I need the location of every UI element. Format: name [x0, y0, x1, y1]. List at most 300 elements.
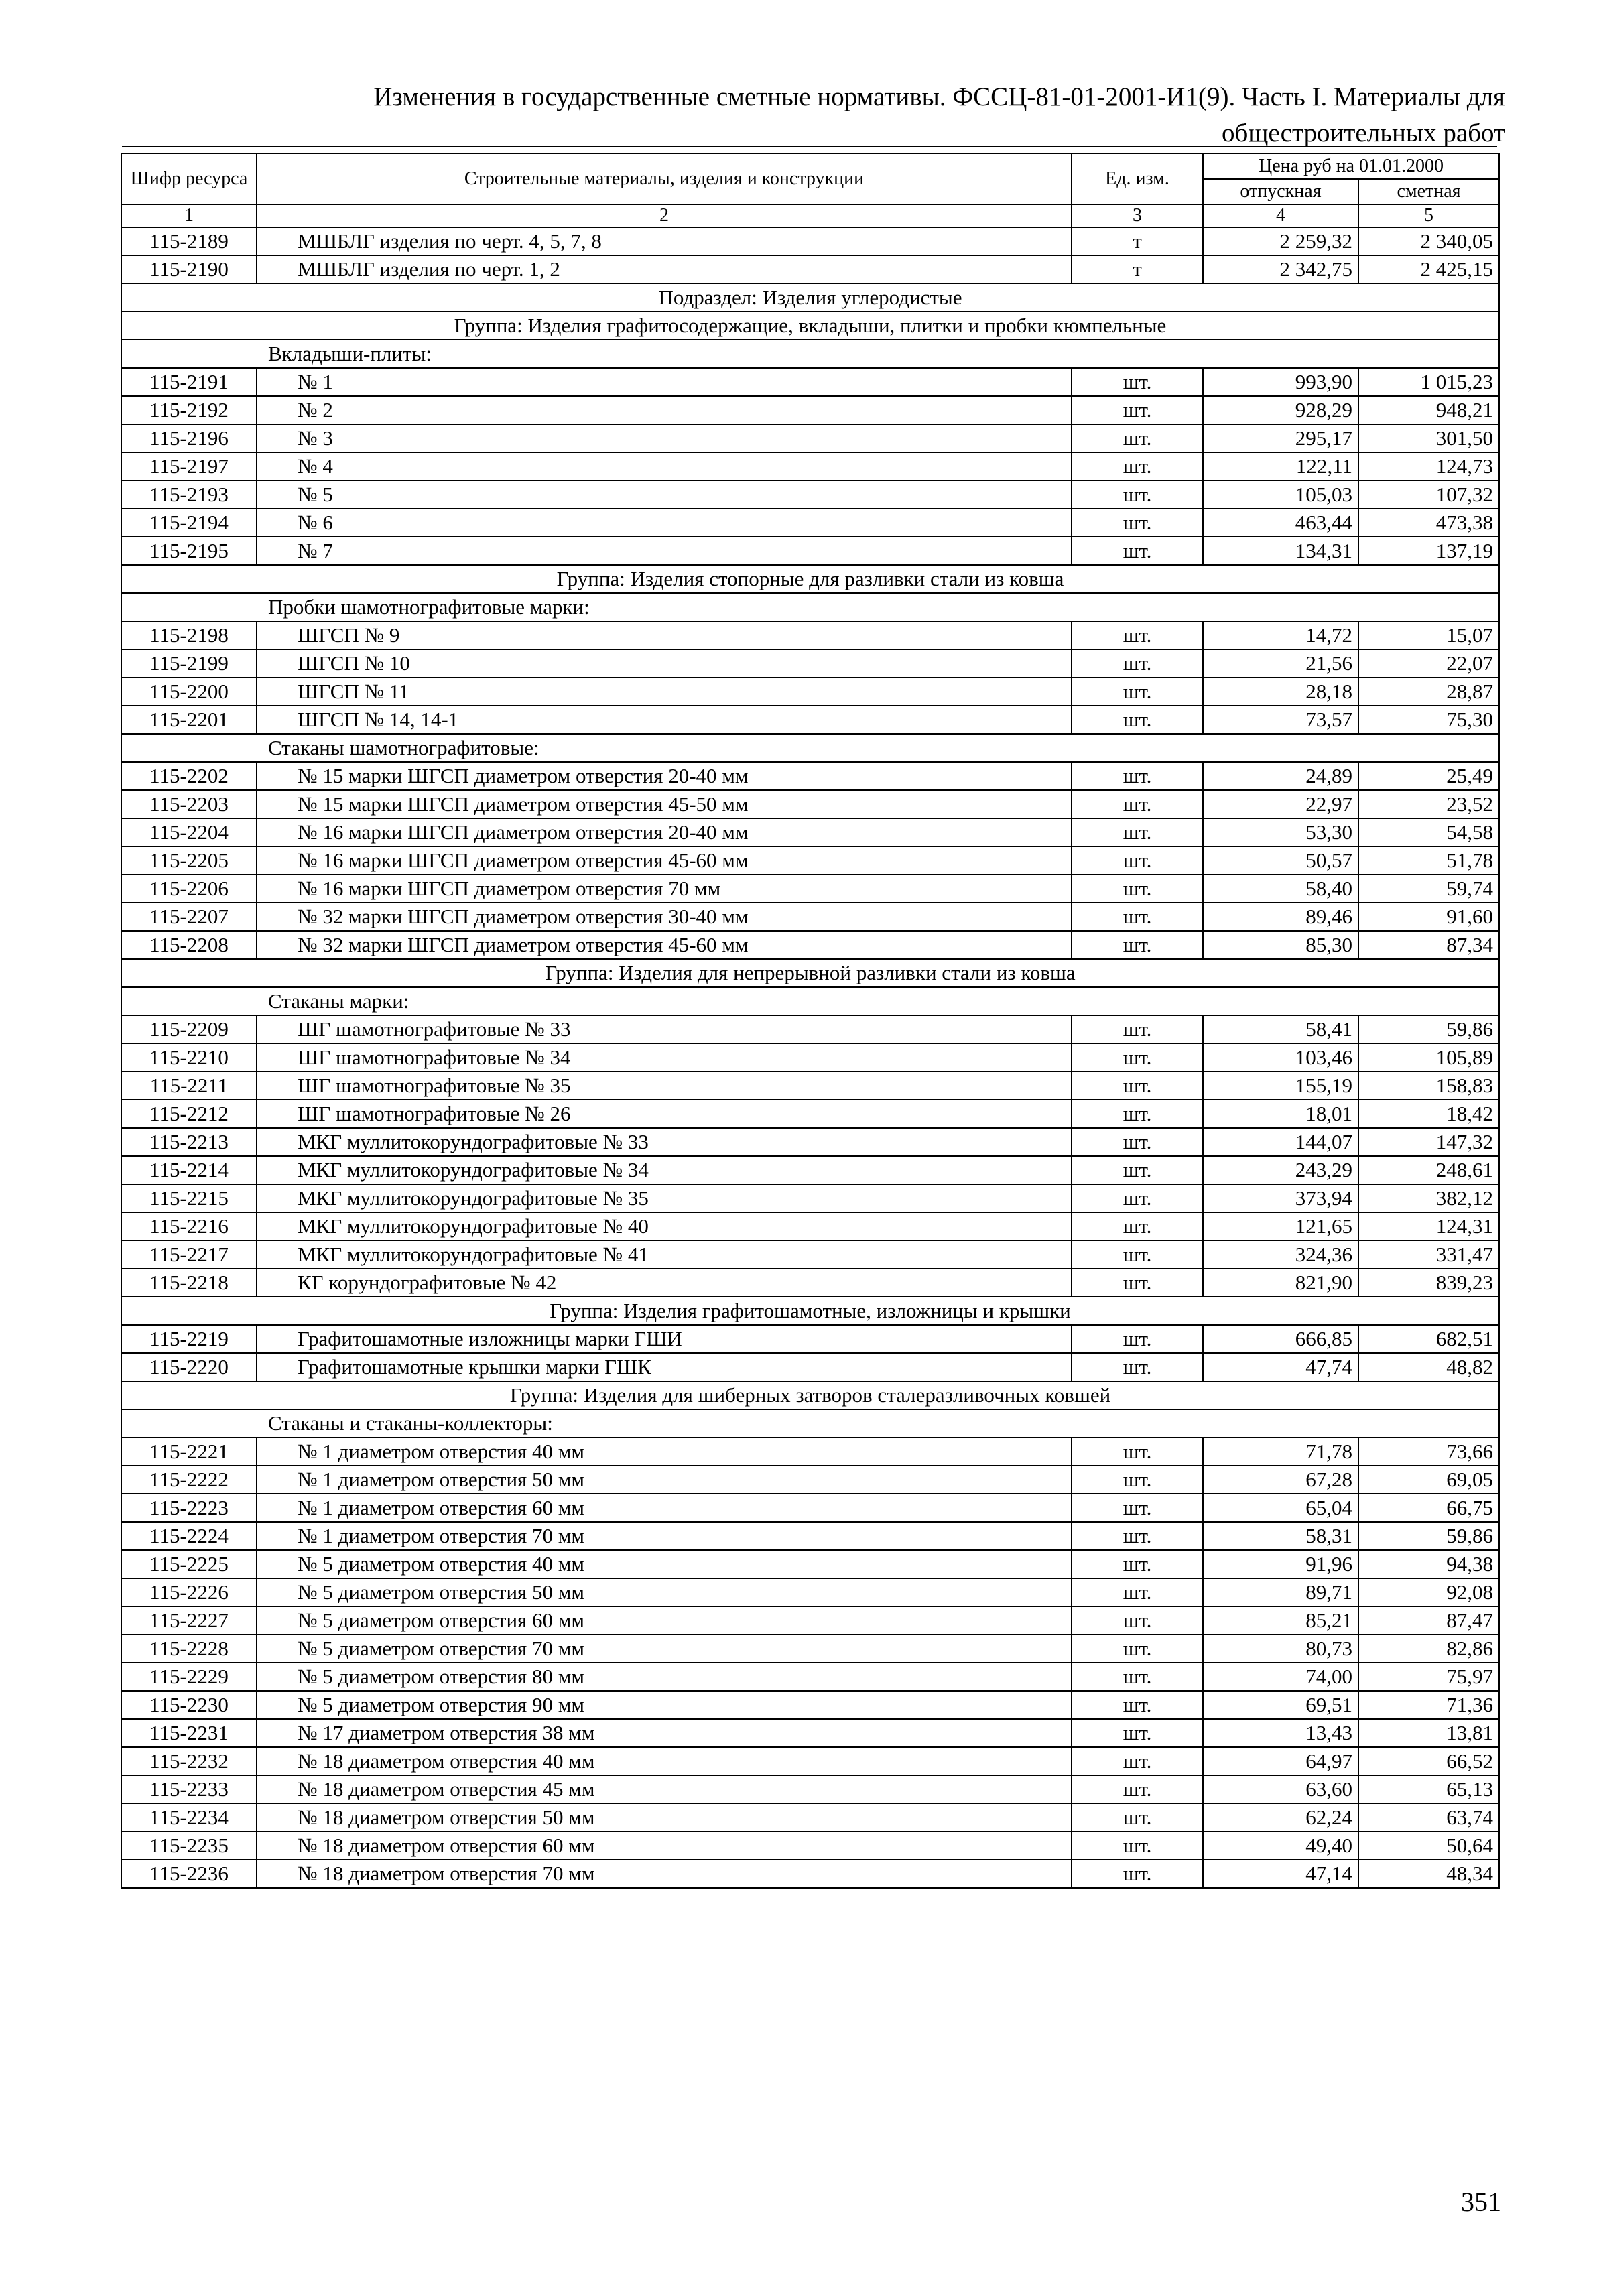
- price-release: 49,40: [1203, 1832, 1358, 1860]
- price-release: 58,41: [1203, 1015, 1358, 1043]
- resource-code: 115-2201: [121, 706, 257, 734]
- price-release: 89,71: [1203, 1578, 1358, 1606]
- resource-code: 115-2225: [121, 1550, 257, 1578]
- price-release: 24,89: [1203, 762, 1358, 790]
- price-estimate: 94,38: [1358, 1550, 1499, 1578]
- unit: шт.: [1072, 368, 1203, 396]
- table-row: [121, 509, 1499, 537]
- resource-code: 115-2219: [121, 1325, 257, 1353]
- price-release: 155,19: [1203, 1072, 1358, 1100]
- table-row: [121, 621, 1499, 649]
- header-rule: [122, 146, 1497, 147]
- table-row: [121, 1043, 1499, 1072]
- table-row: [121, 1128, 1499, 1156]
- price-estimate: 75,97: [1358, 1663, 1499, 1691]
- group-row: [121, 1381, 1499, 1409]
- unit: шт.: [1072, 396, 1203, 424]
- price-estimate: 15,07: [1358, 621, 1499, 649]
- material-name: ШГ шамотнографитовые № 35: [257, 1072, 1072, 1100]
- unit: т: [1072, 255, 1203, 283]
- column-number: 5: [1358, 204, 1499, 227]
- unit: шт.: [1072, 1184, 1203, 1212]
- price-estimate: 92,08: [1358, 1578, 1499, 1606]
- resource-code: 115-2215: [121, 1184, 257, 1212]
- unit: шт.: [1072, 903, 1203, 931]
- table-row: [121, 1353, 1499, 1381]
- table-row: [121, 424, 1499, 452]
- price-release: 13,43: [1203, 1719, 1358, 1747]
- resource-code: 115-2199: [121, 649, 257, 678]
- table-row: [121, 1325, 1499, 1353]
- resource-code: 115-2194: [121, 509, 257, 537]
- group-row: [121, 1297, 1499, 1325]
- material-name: МКГ муллитокорундографитовые № 40: [257, 1212, 1072, 1240]
- price-estimate: 48,34: [1358, 1860, 1499, 1888]
- table-row: [121, 1606, 1499, 1635]
- price-estimate: 137,19: [1358, 537, 1499, 565]
- table-row: [121, 790, 1499, 818]
- price-estimate: 124,31: [1358, 1212, 1499, 1240]
- resource-code: 115-2226: [121, 1578, 257, 1606]
- price-release: 91,96: [1203, 1550, 1358, 1578]
- unit: шт.: [1072, 1719, 1203, 1747]
- resource-code: 115-2203: [121, 790, 257, 818]
- material-name: № 1 диаметром отверстия 70 мм: [257, 1522, 1072, 1550]
- price-release: 28,18: [1203, 678, 1358, 706]
- price-release: 463,44: [1203, 509, 1358, 537]
- price-release: 103,46: [1203, 1043, 1358, 1072]
- price-release: 18,01: [1203, 1100, 1358, 1128]
- category-title: Стаканы шамотнографитовые:: [121, 734, 1499, 762]
- material-name: № 4: [257, 452, 1072, 481]
- header-code: Шифр ресурса: [121, 153, 257, 204]
- unit: шт.: [1072, 706, 1203, 734]
- unit: шт.: [1072, 1691, 1203, 1719]
- material-name: № 18 диаметром отверстия 40 мм: [257, 1747, 1072, 1775]
- material-name: № 18 диаметром отверстия 60 мм: [257, 1832, 1072, 1860]
- price-release: 71,78: [1203, 1438, 1358, 1466]
- table-row: [121, 1466, 1499, 1494]
- price-estimate: 71,36: [1358, 1691, 1499, 1719]
- unit: шт.: [1072, 537, 1203, 565]
- table-row: [121, 396, 1499, 424]
- table-row: [121, 931, 1499, 959]
- material-name: № 1 диаметром отверстия 50 мм: [257, 1466, 1072, 1494]
- resource-code: 115-2211: [121, 1072, 257, 1100]
- header-line-1: Изменения в государственные сметные нормативы. ФССЦ-81-01-2001-И1(9). Часть I. Материалы для: [373, 82, 1505, 111]
- material-name: № 7: [257, 537, 1072, 565]
- unit: шт.: [1072, 931, 1203, 959]
- unit: шт.: [1072, 1550, 1203, 1578]
- resource-code: 115-2207: [121, 903, 257, 931]
- unit: шт.: [1072, 1803, 1203, 1832]
- table-row: [121, 1269, 1499, 1297]
- resource-code: 115-2214: [121, 1156, 257, 1184]
- resource-code: 115-2218: [121, 1269, 257, 1297]
- category-row: [121, 734, 1499, 762]
- table-row: [121, 1719, 1499, 1747]
- resource-code: 115-2190: [121, 255, 257, 283]
- header-price: Цена руб на 01.01.2000: [1203, 153, 1499, 179]
- resource-code: 115-2192: [121, 396, 257, 424]
- material-name: МКГ муллитокорундографитовые № 33: [257, 1128, 1072, 1156]
- unit: шт.: [1072, 1606, 1203, 1635]
- category-row: [121, 1409, 1499, 1438]
- price-release: 69,51: [1203, 1691, 1358, 1719]
- price-estimate: 158,83: [1358, 1072, 1499, 1100]
- price-release: 243,29: [1203, 1156, 1358, 1184]
- unit: шт.: [1072, 1072, 1203, 1100]
- material-name: № 1 диаметром отверстия 40 мм: [257, 1438, 1072, 1466]
- unit: шт.: [1072, 1043, 1203, 1072]
- price-release: 85,30: [1203, 931, 1358, 959]
- table-row: [121, 706, 1499, 734]
- price-estimate: 301,50: [1358, 424, 1499, 452]
- price-estimate: 105,89: [1358, 1043, 1499, 1072]
- group-row: [121, 565, 1499, 593]
- table-row: [121, 537, 1499, 565]
- resource-code: 115-2221: [121, 1438, 257, 1466]
- table-row: [121, 875, 1499, 903]
- table-row: [121, 762, 1499, 790]
- unit: шт.: [1072, 621, 1203, 649]
- price-release: 2 342,75: [1203, 255, 1358, 283]
- price-estimate: 839,23: [1358, 1269, 1499, 1297]
- table-row: [121, 1494, 1499, 1522]
- price-release: 53,30: [1203, 818, 1358, 846]
- material-name: КГ корундографитовые № 42: [257, 1269, 1072, 1297]
- price-estimate: 73,66: [1358, 1438, 1499, 1466]
- unit: шт.: [1072, 1663, 1203, 1691]
- table-row: [121, 481, 1499, 509]
- resource-code: 115-2210: [121, 1043, 257, 1072]
- unit: шт.: [1072, 1494, 1203, 1522]
- material-name: № 5 диаметром отверстия 90 мм: [257, 1691, 1072, 1719]
- price-estimate: 18,42: [1358, 1100, 1499, 1128]
- resource-code: 115-2195: [121, 537, 257, 565]
- price-estimate: 22,07: [1358, 649, 1499, 678]
- material-name: № 5: [257, 481, 1072, 509]
- material-name: № 18 диаметром отверстия 70 мм: [257, 1860, 1072, 1888]
- unit: шт.: [1072, 875, 1203, 903]
- unit: шт.: [1072, 678, 1203, 706]
- material-name: № 32 марки ШГСП диаметром отверстия 45-60 мм: [257, 931, 1072, 959]
- material-name: Графитошамотные крышки марки ГШК: [257, 1353, 1072, 1381]
- price-estimate: 91,60: [1358, 903, 1499, 931]
- resource-code: 115-2224: [121, 1522, 257, 1550]
- table-row: [121, 1775, 1499, 1803]
- unit: шт.: [1072, 1522, 1203, 1550]
- unit: шт.: [1072, 762, 1203, 790]
- resource-code: 115-2209: [121, 1015, 257, 1043]
- resource-code: 115-2208: [121, 931, 257, 959]
- group-title: Группа: Изделия графитошамотные, изложницы и крышки: [121, 1297, 1499, 1325]
- table-row: [121, 227, 1499, 255]
- resource-code: 115-2212: [121, 1100, 257, 1128]
- unit: шт.: [1072, 1578, 1203, 1606]
- page-header: [315, 79, 1505, 151]
- header-price-release: отпускная: [1203, 179, 1358, 204]
- material-name: МКГ муллитокорундографитовые № 35: [257, 1184, 1072, 1212]
- unit: шт.: [1072, 1775, 1203, 1803]
- material-name: № 5 диаметром отверстия 80 мм: [257, 1663, 1072, 1691]
- unit: шт.: [1072, 1269, 1203, 1297]
- price-release: 105,03: [1203, 481, 1358, 509]
- table-row: [121, 1212, 1499, 1240]
- column-number: 1: [121, 204, 257, 227]
- price-release: 821,90: [1203, 1269, 1358, 1297]
- price-release: 47,74: [1203, 1353, 1358, 1381]
- unit: шт.: [1072, 649, 1203, 678]
- group-row: [121, 312, 1499, 340]
- resource-code: 115-2234: [121, 1803, 257, 1832]
- group-title: Группа: Изделия графитосодержащие, вкладыши, плитки и пробки кюмпельные: [121, 312, 1499, 340]
- price-estimate: 248,61: [1358, 1156, 1499, 1184]
- unit: шт.: [1072, 1128, 1203, 1156]
- table-row: [121, 1663, 1499, 1691]
- table-row: [121, 1550, 1499, 1578]
- material-name: № 15 марки ШГСП диаметром отверстия 20-40 мм: [257, 762, 1072, 790]
- table-row: [121, 678, 1499, 706]
- unit: шт.: [1072, 818, 1203, 846]
- price-release: 134,31: [1203, 537, 1358, 565]
- material-name: № 3: [257, 424, 1072, 452]
- price-release: 74,00: [1203, 1663, 1358, 1691]
- unit: шт.: [1072, 424, 1203, 452]
- resource-code: 115-2216: [121, 1212, 257, 1240]
- resource-code: 115-2232: [121, 1747, 257, 1775]
- resource-code: 115-2222: [121, 1466, 257, 1494]
- unit: шт.: [1072, 1832, 1203, 1860]
- price-estimate: 25,49: [1358, 762, 1499, 790]
- table-row: [121, 1100, 1499, 1128]
- group-row: [121, 959, 1499, 987]
- price-estimate: 23,52: [1358, 790, 1499, 818]
- table-row: [121, 452, 1499, 481]
- resource-code: 115-2196: [121, 424, 257, 452]
- category-row: [121, 987, 1499, 1015]
- price-estimate: 382,12: [1358, 1184, 1499, 1212]
- price-estimate: 2 425,15: [1358, 255, 1499, 283]
- unit: шт.: [1072, 1353, 1203, 1381]
- resource-code: 115-2231: [121, 1719, 257, 1747]
- price-estimate: 82,86: [1358, 1635, 1499, 1663]
- material-name: № 18 диаметром отверстия 50 мм: [257, 1803, 1072, 1832]
- price-estimate: 1 015,23: [1358, 368, 1499, 396]
- price-release: 666,85: [1203, 1325, 1358, 1353]
- material-name: ШГ шамотнографитовые № 34: [257, 1043, 1072, 1072]
- price-estimate: 473,38: [1358, 509, 1499, 537]
- price-release: 63,60: [1203, 1775, 1358, 1803]
- material-name: № 16 марки ШГСП диаметром отверстия 45-60 мм: [257, 846, 1072, 875]
- group-title: Группа: Изделия для непрерывной разливки стали из ковша: [121, 959, 1499, 987]
- price-estimate: 54,58: [1358, 818, 1499, 846]
- table-body: [121, 227, 1499, 1888]
- price-estimate: 65,13: [1358, 1775, 1499, 1803]
- material-name: № 17 диаметром отверстия 38 мм: [257, 1719, 1072, 1747]
- table-row: [121, 1184, 1499, 1212]
- category-title: Стаканы и стаканы-коллекторы:: [121, 1409, 1499, 1438]
- material-name: МКГ муллитокорундографитовые № 34: [257, 1156, 1072, 1184]
- table-row: [121, 903, 1499, 931]
- unit: шт.: [1072, 481, 1203, 509]
- material-name: ШГСП № 10: [257, 649, 1072, 678]
- price-release: 73,57: [1203, 706, 1358, 734]
- resource-code: 115-2204: [121, 818, 257, 846]
- material-name: № 16 марки ШГСП диаметром отверстия 20-40 мм: [257, 818, 1072, 846]
- material-name: № 5 диаметром отверстия 50 мм: [257, 1578, 1072, 1606]
- material-name: ШГСП № 9: [257, 621, 1072, 649]
- price-release: 58,40: [1203, 875, 1358, 903]
- price-release: 993,90: [1203, 368, 1358, 396]
- unit: шт.: [1072, 1212, 1203, 1240]
- resource-code: 115-2223: [121, 1494, 257, 1522]
- resource-code: 115-2189: [121, 227, 257, 255]
- unit: шт.: [1072, 846, 1203, 875]
- price-estimate: 50,64: [1358, 1832, 1499, 1860]
- resource-code: 115-2235: [121, 1832, 257, 1860]
- resource-code: 115-2227: [121, 1606, 257, 1635]
- category-row: [121, 340, 1499, 368]
- material-name: № 16 марки ШГСП диаметром отверстия 70 мм: [257, 875, 1072, 903]
- unit: шт.: [1072, 790, 1203, 818]
- table-row: [121, 368, 1499, 396]
- material-name: ШГ шамотнографитовые № 26: [257, 1100, 1072, 1128]
- resource-code: 115-2230: [121, 1691, 257, 1719]
- price-estimate: 59,74: [1358, 875, 1499, 903]
- price-estimate: 87,47: [1358, 1606, 1499, 1635]
- price-release: 62,24: [1203, 1803, 1358, 1832]
- price-release: 22,97: [1203, 790, 1358, 818]
- column-number: 2: [257, 204, 1072, 227]
- price-release: 122,11: [1203, 452, 1358, 481]
- material-name: № 2: [257, 396, 1072, 424]
- price-estimate: 69,05: [1358, 1466, 1499, 1494]
- price-estimate: 28,87: [1358, 678, 1499, 706]
- material-name: № 18 диаметром отверстия 45 мм: [257, 1775, 1072, 1803]
- table-row: [121, 1072, 1499, 1100]
- price-release: 67,28: [1203, 1466, 1358, 1494]
- unit: шт.: [1072, 1240, 1203, 1269]
- material-name: № 5 диаметром отверстия 60 мм: [257, 1606, 1072, 1635]
- material-name: № 5 диаметром отверстия 40 мм: [257, 1550, 1072, 1578]
- header-unit: Ед. изм.: [1072, 153, 1203, 204]
- material-name: Графитошамотные изложницы марки ГШИ: [257, 1325, 1072, 1353]
- group-title: Группа: Изделия стопорные для разливки стали из ковша: [121, 565, 1499, 593]
- table-row: [121, 1438, 1499, 1466]
- unit: шт.: [1072, 1635, 1203, 1663]
- material-name: ШГ шамотнографитовые № 33: [257, 1015, 1072, 1043]
- price-estimate: 2 340,05: [1358, 227, 1499, 255]
- price-release: 121,65: [1203, 1212, 1358, 1240]
- price-release: 89,46: [1203, 903, 1358, 931]
- price-estimate: 63,74: [1358, 1803, 1499, 1832]
- unit: шт.: [1072, 509, 1203, 537]
- material-name: МШБЛГ изделия по черт. 1, 2: [257, 255, 1072, 283]
- resource-code: 115-2229: [121, 1663, 257, 1691]
- price-release: 85,21: [1203, 1606, 1358, 1635]
- header-line-2: общестроительных работ: [1222, 119, 1505, 147]
- price-release: 64,97: [1203, 1747, 1358, 1775]
- unit: шт.: [1072, 1156, 1203, 1184]
- material-name: МШБЛГ изделия по черт. 4, 5, 7, 8: [257, 227, 1072, 255]
- material-name: № 5 диаметром отверстия 70 мм: [257, 1635, 1072, 1663]
- material-name: МКГ муллитокорундографитовые № 41: [257, 1240, 1072, 1269]
- price-estimate: 66,75: [1358, 1494, 1499, 1522]
- resource-code: 115-2206: [121, 875, 257, 903]
- unit: шт.: [1072, 1466, 1203, 1494]
- table-row: [121, 1522, 1499, 1550]
- resource-code: 115-2217: [121, 1240, 257, 1269]
- price-estimate: 107,32: [1358, 481, 1499, 509]
- material-name: № 1: [257, 368, 1072, 396]
- material-name: ШГСП № 14, 14-1: [257, 706, 1072, 734]
- table-row: [121, 649, 1499, 678]
- material-name: № 15 марки ШГСП диаметром отверстия 45-50 мм: [257, 790, 1072, 818]
- price-release: 50,57: [1203, 846, 1358, 875]
- price-release: 65,04: [1203, 1494, 1358, 1522]
- price-release: 324,36: [1203, 1240, 1358, 1269]
- table-row: [121, 1240, 1499, 1269]
- price-estimate: 59,86: [1358, 1522, 1499, 1550]
- material-name: № 6: [257, 509, 1072, 537]
- subsection-row: [121, 283, 1499, 312]
- price-release: 144,07: [1203, 1128, 1358, 1156]
- material-name: ШГСП № 11: [257, 678, 1072, 706]
- resource-code: 115-2233: [121, 1775, 257, 1803]
- material-name: № 32 марки ШГСП диаметром отверстия 30-40 мм: [257, 903, 1072, 931]
- unit: шт.: [1072, 1325, 1203, 1353]
- price-estimate: 13,81: [1358, 1719, 1499, 1747]
- unit: т: [1072, 227, 1203, 255]
- price-estimate: 75,30: [1358, 706, 1499, 734]
- subsection-title: Подраздел: Изделия углеродистые: [121, 283, 1499, 312]
- category-row: [121, 593, 1499, 621]
- unit: шт.: [1072, 1015, 1203, 1043]
- table-row: [121, 255, 1499, 283]
- page-number: 351: [1461, 2187, 1501, 2217]
- price-estimate: 682,51: [1358, 1325, 1499, 1353]
- category-title: Стаканы марки:: [121, 987, 1499, 1015]
- resource-code: 115-2197: [121, 452, 257, 481]
- table-head: [121, 153, 1499, 227]
- price-estimate: 147,32: [1358, 1128, 1499, 1156]
- material-name: № 1 диаметром отверстия 60 мм: [257, 1494, 1072, 1522]
- resource-code: 115-2200: [121, 678, 257, 706]
- table-row: [121, 1691, 1499, 1719]
- table-row: [121, 846, 1499, 875]
- resource-code: 115-2191: [121, 368, 257, 396]
- table-row: [121, 1803, 1499, 1832]
- table-row: [121, 1860, 1499, 1888]
- price-release: 21,56: [1203, 649, 1358, 678]
- price-release: 295,17: [1203, 424, 1358, 452]
- table-row: [121, 818, 1499, 846]
- price-estimate: 66,52: [1358, 1747, 1499, 1775]
- price-release: 80,73: [1203, 1635, 1358, 1663]
- resource-code: 115-2198: [121, 621, 257, 649]
- group-title: Группа: Изделия для шиберных затворов сталеразливочных ковшей: [121, 1381, 1499, 1409]
- resource-code: 115-2220: [121, 1353, 257, 1381]
- price-release: 928,29: [1203, 396, 1358, 424]
- table-row: [121, 1832, 1499, 1860]
- resource-code: 115-2213: [121, 1128, 257, 1156]
- table-row: [121, 1635, 1499, 1663]
- resource-code: 115-2228: [121, 1635, 257, 1663]
- price-estimate: 48,82: [1358, 1353, 1499, 1381]
- resource-code: 115-2236: [121, 1860, 257, 1888]
- price-estimate: 59,86: [1358, 1015, 1499, 1043]
